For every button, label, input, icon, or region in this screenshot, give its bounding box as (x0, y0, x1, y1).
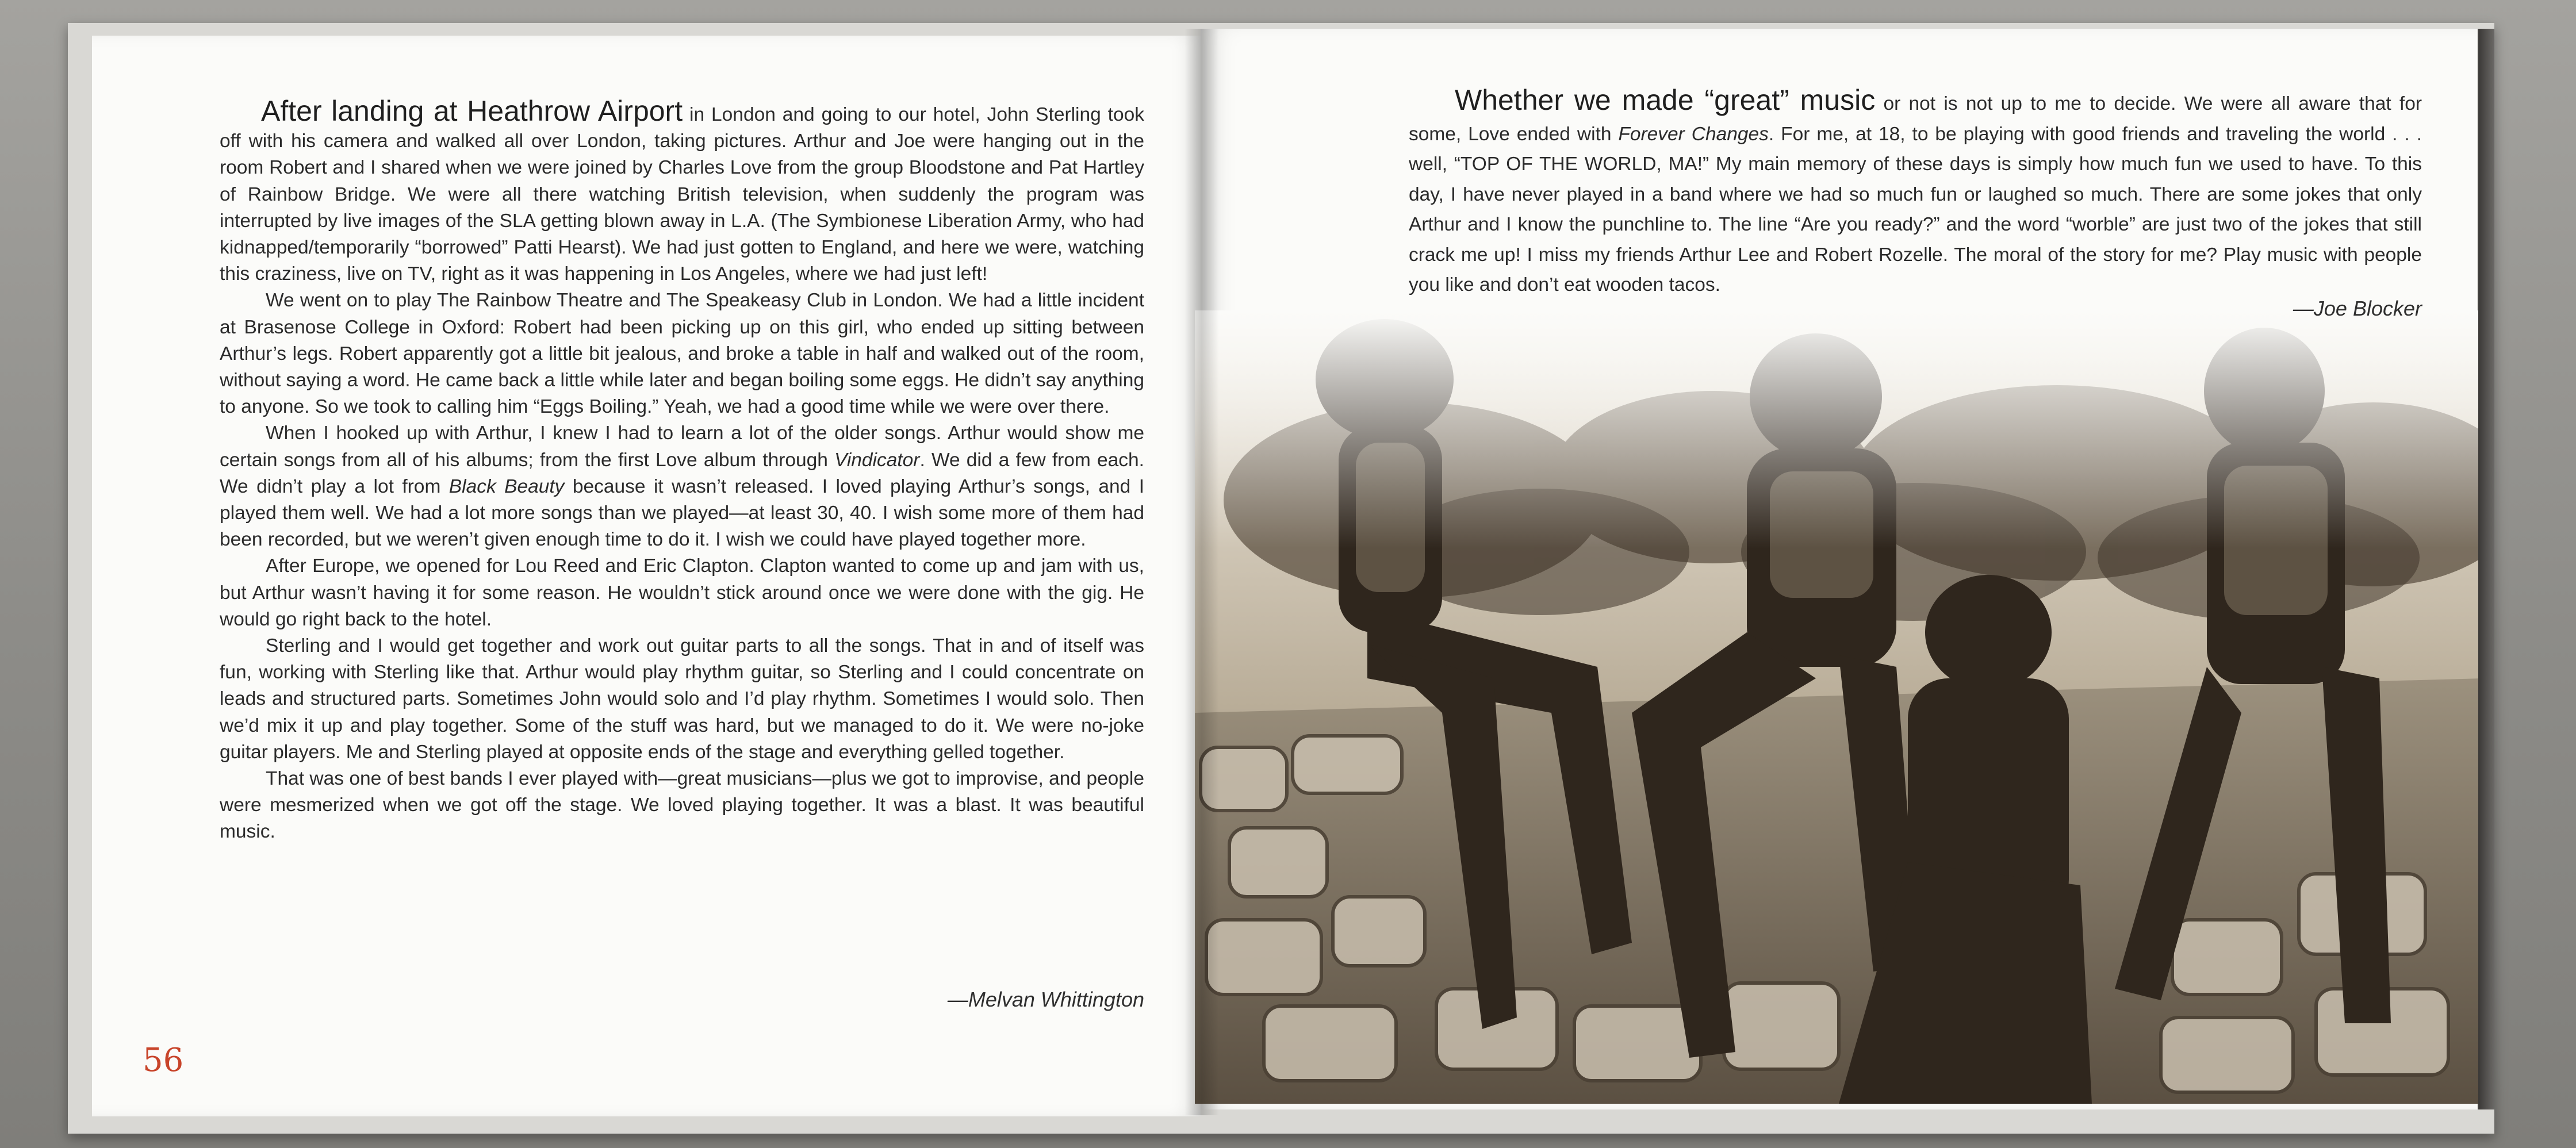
page-number: 56 (143, 1042, 184, 1079)
album-title: Forever Changes (1618, 123, 1769, 145)
book-edge (2478, 29, 2494, 1109)
left-page-text (220, 95, 1144, 846)
right-page-text (1409, 85, 2422, 301)
paragraph-6: That was one of best bands I ever played with—great musicians—plus we got to improvise, and people were mesmerized when we got off the stage. We loved playing together. It was a blast. It was beautiful music. (220, 768, 1144, 843)
paragraph-lead: After landing at Heathrow Airport (261, 95, 683, 127)
paragraph-3 (220, 420, 1144, 553)
album-title: Black Beauty (448, 475, 565, 497)
paragraph-text: . For me, at 18, to be playing with good friends and traveling the world . . . well, “TOP OF THE WORLD, MA!” My main memory of these days is simply how much fun we used to have. To this day, I have never played in a band where we had so much fun or laughed so much. There are some jokes that only Arthur and I know the punchline to. The line “Are you ready?” and the word “worble” are just two of the jokes that still crack me up! I miss my friends Arthur Lee and Robert Rozelle. The moral of the story for me? Play music with people you like and don’t eat wooden tacos. (1409, 123, 2422, 295)
paragraph-2: We went on to play The Rainbow Theatre and The Speakeasy Club in London. We had a little incident at Brasenose College in Oxford: Robert had been picking up on this girl, who ended up sitting between Arthur’s legs. Robert apparently got a little bit jealous, and broke a table in half and walked out of the room, without saying a word. He came back a little while later and began boiling some eggs. He didn’t say anything to anyone. So we took to calling him “Eggs Boiling.” Yeah, we had a good time while we were over there. (220, 290, 1144, 418)
paragraph-4: After Europe, we opened for Lou Reed and Eric Clapton. Clapton wanted to come up and jam with us, but Arthur wasn’t having it for some reason. He wouldn’t stick around once we were done with the gig. He would go right back to the hotel. (220, 555, 1144, 630)
album-title: Vindicator (834, 449, 920, 471)
paragraph-text: When I hooked up with Arthur, I knew I had to learn a lot of the older songs. Arthur would show me certain songs from all of his albums; from the first Love album through (220, 423, 1144, 471)
paragraph-5: Sterling and I would get together and work out guitar parts to all the songs. That in and of itself was fun, working with Sterling like that. Arthur would play rhythm guitar, so Sterling and I could concentrate on leads and structured parts. Sometimes John would solo and I’d play rhythm. Sometimes I would solo. Then we’d mix it up and play together. Some of the stuff was hard, but we managed to do it. We were no-joke guitar players. Me and Sterling played at opposite ends of the stage and everything gelled together. (220, 635, 1144, 763)
band-photo (1195, 310, 2484, 1104)
paragraph-text: . We did a few from each. We didn’t play a lot from (220, 449, 1144, 497)
book-gutter (1184, 29, 1219, 1115)
paragraph-joe (1409, 85, 2422, 301)
signature-melvan: —Melvan Whittington (947, 988, 1144, 1011)
band-photo-illustration (1195, 310, 2484, 1104)
paragraph-text: in London and going to our hotel, John Sterling took off with his camera and walked all over London, taking pictures. Arthur and Joe were hanging out in the room Robert and I shared when we were joined by Charles Love from the group Bloodstone and Pat Hartley of Rainbow Bridge. We were all there watching British television, when suddenly the program was interrupted by live images of the SLA getting blown away in L.A. (The Symbionese Liberation Army, who had kidnapped/temporarily “borrowed” Patti Hearst). We had just gotten to England, and here we were, watching this craziness, live on TV, right as it was happening in Los Angeles, where we had just left! (220, 104, 1144, 285)
signature-joe: —Joe Blocker (2293, 297, 2422, 320)
paragraph-lead: Whether we made “great” music (1455, 84, 1876, 116)
paragraph-1 (220, 95, 1144, 287)
paragraph-text: or not is not up to me to decide. We were all aware that for some, Love ended with (1409, 93, 2422, 145)
paragraph-text: because it wasn’t released. I loved playing Arthur’s songs, and I played them well. We had a lot more songs than we played—at least 30, 40. I wish some more of them had been recorded, but we weren’t given enough time to do it. I wish we could have played together more. (220, 475, 1144, 551)
